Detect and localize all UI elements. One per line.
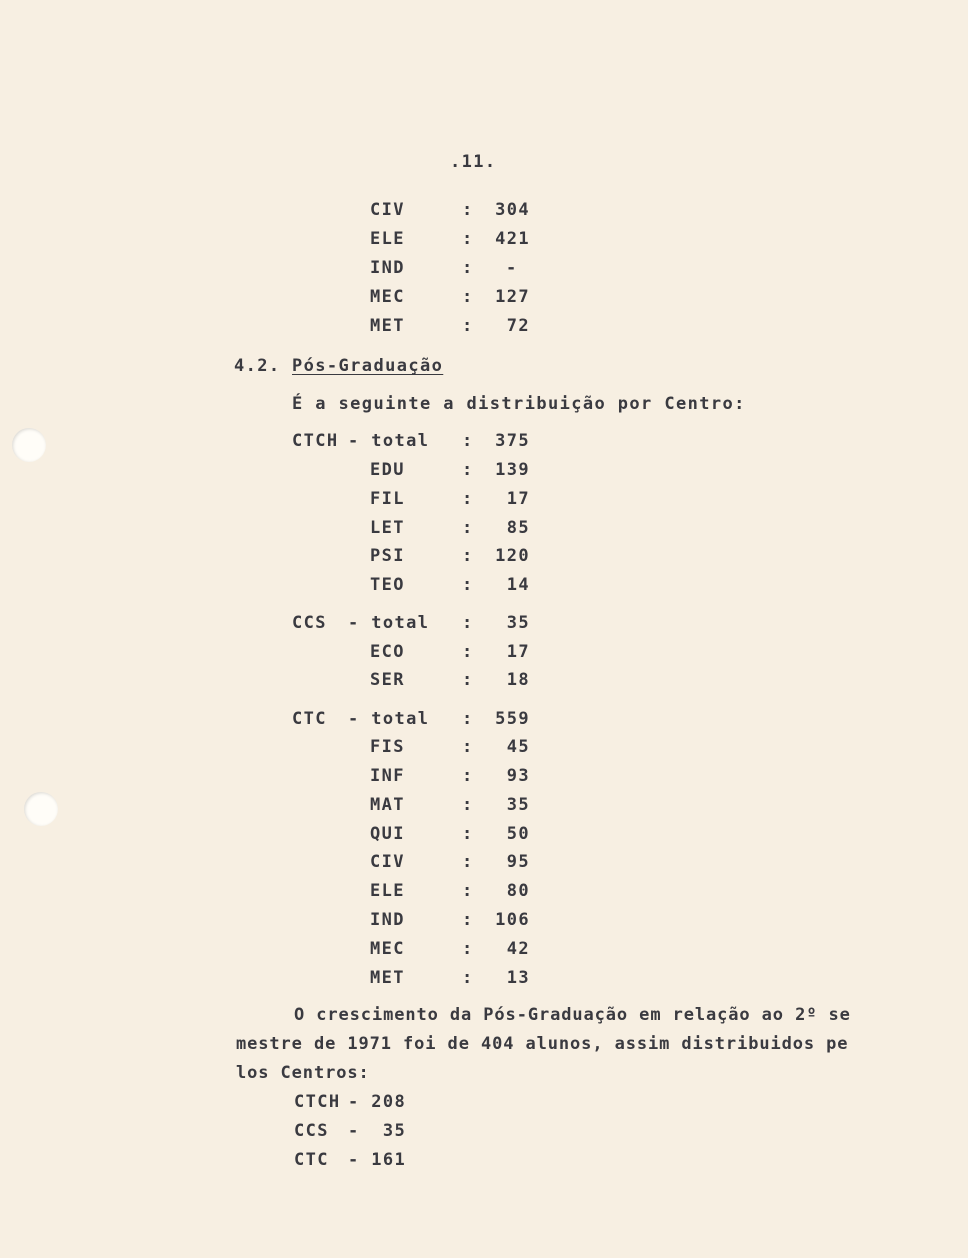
- growth-value: - 208: [348, 1092, 407, 1112]
- list-code: TEO: [370, 575, 405, 595]
- list-value: 17: [506, 489, 530, 509]
- paragraph-line: O crescimento da Pós-Graduação em relação ao 2º se: [294, 1005, 851, 1025]
- list-code: CIV: [370, 852, 405, 872]
- section-number: 4.2.: [234, 356, 281, 376]
- list-value: 95: [506, 852, 530, 872]
- list-sep: :: [462, 489, 474, 509]
- list-code: INF: [370, 766, 405, 786]
- list-value: 127: [495, 287, 530, 307]
- list-code: MEC: [370, 287, 405, 307]
- list-sep: :: [462, 824, 474, 844]
- list-code: ELE: [370, 881, 405, 901]
- list-code: IND: [370, 910, 405, 930]
- list-sep: :: [462, 287, 474, 307]
- list-value: 93: [506, 766, 530, 786]
- list-code: SER: [370, 670, 405, 690]
- list-code: CIV: [370, 200, 405, 220]
- list-value: 35: [506, 795, 530, 815]
- list-value: 45: [506, 737, 530, 757]
- list-code: FIS: [370, 737, 405, 757]
- list-sep: :: [462, 852, 474, 872]
- list-sep: :: [462, 613, 474, 633]
- list-code: EDU: [370, 460, 405, 480]
- list-code: MET: [370, 968, 405, 988]
- list-code: QUI: [370, 824, 405, 844]
- list-code: IND: [370, 258, 405, 278]
- list-value: 50: [506, 824, 530, 844]
- list-sep: :: [462, 518, 474, 538]
- list-value: 120: [495, 546, 530, 566]
- growth-center: CTC: [294, 1150, 329, 1170]
- page-number: .11.: [450, 152, 497, 172]
- group-center: CTCH: [292, 431, 339, 451]
- list-code: MET: [370, 316, 405, 336]
- punch-hole: [24, 792, 58, 826]
- list-value: 13: [506, 968, 530, 988]
- group-total: 35: [506, 613, 530, 633]
- group-total-label: - total: [348, 709, 430, 729]
- list-sep: :: [462, 229, 474, 249]
- list-value: 85: [506, 518, 530, 538]
- list-sep: :: [462, 709, 474, 729]
- list-value: -: [506, 258, 518, 278]
- list-sep: :: [462, 766, 474, 786]
- list-value: 139: [495, 460, 530, 480]
- group-total: 375: [495, 431, 530, 451]
- group-total-label: - total: [348, 431, 430, 451]
- list-sep: :: [462, 546, 474, 566]
- paragraph-line: los Centros:: [236, 1063, 370, 1083]
- list-sep: :: [462, 431, 474, 451]
- list-sep: :: [462, 910, 474, 930]
- list-value: 14: [506, 575, 530, 595]
- group-total-label: - total: [348, 613, 430, 633]
- growth-center: CCS: [294, 1121, 329, 1141]
- list-value: 18: [506, 670, 530, 690]
- growth-center: CTCH: [294, 1092, 341, 1112]
- list-code: MEC: [370, 939, 405, 959]
- list-sep: :: [462, 316, 474, 336]
- list-value: 421: [495, 229, 530, 249]
- group-center: CTC: [292, 709, 327, 729]
- list-sep: :: [462, 575, 474, 595]
- intro-text: É a seguinte a distribuição por Centro:: [292, 394, 746, 414]
- list-value: 80: [506, 881, 530, 901]
- list-sep: :: [462, 795, 474, 815]
- list-sep: :: [462, 642, 474, 662]
- group-center: CCS: [292, 613, 327, 633]
- group-total: 559: [495, 709, 530, 729]
- list-code: ECO: [370, 642, 405, 662]
- list-code: ELE: [370, 229, 405, 249]
- list-sep: :: [462, 460, 474, 480]
- list-value: 304: [495, 200, 530, 220]
- list-sep: :: [462, 200, 474, 220]
- list-sep: :: [462, 258, 474, 278]
- list-code: FIL: [370, 489, 405, 509]
- growth-value: - 161: [348, 1150, 407, 1170]
- list-sep: :: [462, 881, 474, 901]
- list-code: PSI: [370, 546, 405, 566]
- paragraph-line: mestre de 1971 foi de 404 alunos, assim distribuidos pe: [236, 1034, 849, 1054]
- list-sep: :: [462, 939, 474, 959]
- list-code: LET: [370, 518, 405, 538]
- list-sep: :: [462, 737, 474, 757]
- list-sep: :: [462, 670, 474, 690]
- list-value: 17: [506, 642, 530, 662]
- list-code: MAT: [370, 795, 405, 815]
- growth-value: - 35: [348, 1121, 407, 1141]
- list-value: 106: [495, 910, 530, 930]
- list-sep: :: [462, 968, 474, 988]
- list-value: 42: [506, 939, 530, 959]
- section-title: Pós-Graduação: [292, 356, 444, 376]
- list-value: 72: [506, 316, 530, 336]
- punch-hole: [12, 428, 46, 462]
